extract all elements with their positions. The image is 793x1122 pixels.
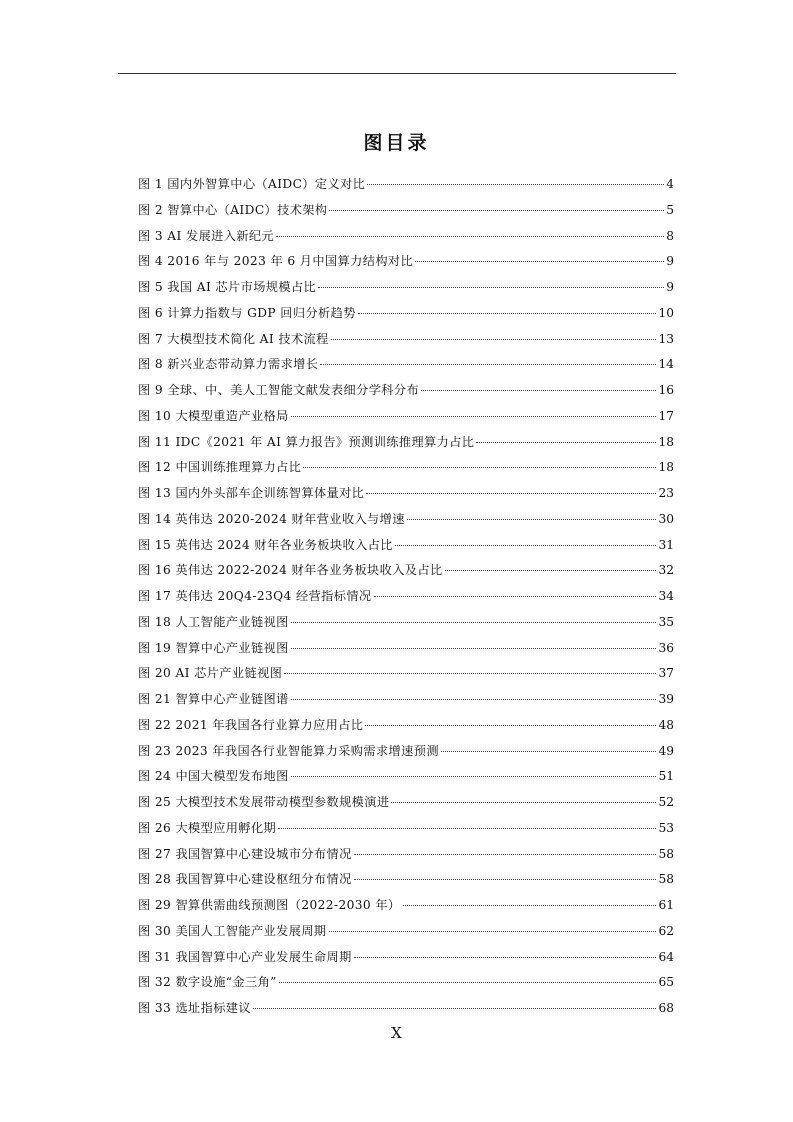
toc-dot-leader (284, 673, 656, 674)
toc-entry-page: 14 (658, 357, 674, 372)
toc-entry-label: 图 11 IDC《2021 年 AI 算力报告》预测训练推理算力占比 (138, 434, 475, 449)
toc-entry-label: 图 26 大模型应用孵化期 (138, 820, 277, 835)
toc-entry[interactable] (138, 249, 674, 275)
toc-entry[interactable] (138, 713, 674, 739)
toc-dot-leader (318, 287, 664, 288)
toc-entry[interactable] (138, 533, 674, 559)
page-number: X (391, 1024, 402, 1042)
toc-dot-leader (415, 261, 664, 262)
toc-entry-label: 图 12 中国训练推理算力占比 (138, 460, 302, 475)
toc-entry-label: 图 28 我国智算中心建设枢纽分布情况 (138, 872, 352, 887)
toc-entry-page: 5 (666, 202, 674, 217)
toc-entry[interactable] (138, 790, 674, 816)
toc-dot-leader (445, 570, 657, 571)
toc-entry-page: 10 (658, 305, 674, 320)
toc-entry-label: 图 3 AI 发展进入新纪元 (138, 228, 275, 243)
toc-entry[interactable] (138, 816, 674, 842)
toc-entry-label: 图 5 我国 AI 芯片市场规模占比 (138, 280, 317, 294)
toc-dot-leader (407, 519, 657, 520)
toc-entry[interactable] (138, 996, 674, 1022)
toc-entry-label: 图 33 选址指标建议 (138, 1001, 251, 1015)
toc-entry-page: 51 (658, 769, 674, 784)
toc-entry-label: 图 18 人工智能产业链视图 (138, 614, 289, 629)
toc-entry[interactable] (138, 327, 674, 353)
toc-entry-page: 48 (658, 717, 674, 732)
toc-dot-leader (253, 1008, 657, 1009)
toc-entry[interactable] (138, 430, 674, 456)
toc-entry-label: 图 10 大模型重造产业格局 (138, 408, 289, 423)
toc-entry[interactable] (138, 481, 674, 507)
toc-entry-page: 68 (658, 1001, 674, 1015)
toc-entry-page: 64 (658, 949, 674, 964)
page-title: 图目录 (363, 132, 430, 154)
toc-entry-page: 52 (658, 795, 674, 809)
toc-entry[interactable] (138, 507, 674, 533)
toc-entry-label: 图 23 2023 年我国各行业智能算力采购需求增速预测 (138, 743, 439, 758)
toc-entry[interactable] (138, 172, 674, 198)
toc-entry[interactable] (138, 739, 674, 765)
toc-entry-label: 图 15 英伟达 2024 财年各业务板块收入占比 (138, 537, 393, 552)
toc-entry-label: 图 24 中国大模型发布地图 (138, 769, 289, 784)
toc-entry-page: 58 (658, 872, 674, 887)
toc-dot-leader (441, 751, 657, 752)
toc-entry-page: 65 (658, 975, 674, 990)
toc-entry[interactable] (138, 842, 674, 868)
toc-entry[interactable] (138, 636, 674, 662)
toc-dot-leader (291, 416, 657, 417)
toc-entry-page: 8 (666, 228, 674, 243)
toc-entry-label: 图 6 计算力指数与 GDP 回归分析趋势 (138, 305, 356, 320)
toc-entry[interactable] (138, 352, 674, 378)
toc-entry[interactable] (138, 661, 674, 687)
toc-entry-page: 16 (658, 383, 674, 397)
toc-entry-page: 32 (658, 563, 674, 578)
toc-entry-label: 图 20 AI 芯片产业链视图 (138, 666, 283, 681)
toc-entry[interactable] (138, 610, 674, 636)
toc-entry[interactable] (138, 867, 674, 893)
toc-entry-label: 图 22 2021 年我国各行业算力应用占比 (138, 717, 364, 732)
toc-entry-page: 18 (658, 434, 674, 449)
toc-dot-leader (476, 442, 656, 443)
toc-entry-page: 9 (666, 254, 674, 269)
toc-entry[interactable] (138, 378, 674, 404)
toc-entry-label: 图 19 智算中心产业链视图 (138, 640, 289, 655)
toc-entry-label: 图 14 英伟达 2020-2024 财年营业收入与增速 (138, 511, 405, 526)
toc-dot-leader (367, 184, 664, 185)
toc-entry[interactable] (138, 970, 674, 996)
toc-dot-leader (329, 210, 664, 211)
toc-entry-label: 图 16 英伟达 2022-2024 财年各业务板块收入及占比 (138, 563, 443, 578)
toc-dot-leader (358, 313, 657, 314)
toc-dot-leader (331, 339, 657, 340)
toc-entry-label: 图 2 智算中心（AIDC）技术架构 (138, 202, 328, 217)
toc-dot-leader (354, 957, 657, 958)
toc-entry-page: 9 (666, 280, 674, 294)
toc-entry-label: 图 8 新兴业态带动算力需求增长 (138, 357, 319, 372)
toc-entry-label: 图 21 智算中心产业链图谱 (138, 692, 289, 706)
toc-dot-leader (291, 622, 657, 623)
toc-entry[interactable] (138, 198, 674, 224)
toc-entry[interactable] (138, 455, 674, 481)
toc-entry[interactable] (138, 687, 674, 713)
toc-entry-page: 61 (658, 898, 674, 912)
toc-entry-label: 图 13 国内外头部车企训练智算体量对比 (138, 486, 365, 500)
toc-dot-leader (366, 493, 656, 494)
toc-entry[interactable] (138, 558, 674, 584)
header-rule (118, 73, 676, 74)
toc-dot-leader (421, 390, 656, 391)
toc-entry-page: 35 (658, 614, 674, 629)
toc-dot-leader (279, 982, 657, 983)
toc-dot-leader (374, 596, 657, 597)
toc-entry[interactable] (138, 764, 674, 790)
toc-entry-page: 17 (658, 408, 674, 423)
toc-entry-page: 49 (658, 743, 674, 758)
toc-entry-page: 30 (658, 511, 674, 526)
toc-entry-label: 图 30 美国人工智能产业发展周期 (138, 923, 327, 938)
toc-dot-leader (278, 828, 656, 829)
toc-entry-page: 53 (658, 820, 674, 835)
toc-entry-label: 图 29 智算供需曲线预测图（2022-2030 年） (138, 898, 401, 912)
toc-entry-label: 图 32 数字设施“金三角” (138, 975, 277, 990)
toc-entry-page: 34 (658, 589, 674, 603)
toc-dot-leader (391, 802, 656, 803)
toc-entry-label: 图 31 我国智算中心产业发展生命周期 (138, 949, 352, 964)
toc-entry-page: 13 (658, 331, 674, 346)
toc-dot-leader (291, 648, 657, 649)
toc-entry[interactable] (138, 404, 674, 430)
toc-entry-label: 图 25 大模型技术发展带动模型参数规模演进 (138, 795, 390, 809)
toc-dot-leader (291, 699, 657, 700)
toc-entry[interactable] (138, 945, 674, 971)
toc-dot-leader (354, 879, 657, 880)
toc-entry[interactable] (138, 584, 674, 610)
toc-dot-leader (291, 776, 657, 777)
toc-dot-leader (276, 236, 664, 237)
toc-entry[interactable] (138, 275, 674, 301)
figure-toc-list (138, 172, 674, 1022)
toc-entry-page: 36 (658, 640, 674, 655)
toc-dot-leader (320, 364, 656, 365)
toc-entry-page: 62 (658, 923, 674, 938)
toc-dot-leader (403, 905, 657, 906)
toc-dot-leader (365, 725, 656, 726)
toc-entry-label: 图 1 国内外智算中心（AIDC）定义对比 (138, 177, 366, 191)
toc-entry[interactable] (138, 301, 674, 327)
toc-entry-page: 31 (658, 537, 674, 552)
toc-entry[interactable] (138, 919, 674, 945)
toc-entry-label: 图 27 我国智算中心建设城市分布情况 (138, 846, 352, 861)
toc-entry-page: 39 (658, 692, 674, 706)
toc-entry-label: 图 17 英伟达 20Q4-23Q4 经营指标情况 (138, 589, 372, 603)
toc-entry[interactable] (138, 224, 674, 250)
toc-dot-leader (354, 854, 657, 855)
toc-entry-page: 18 (658, 460, 674, 475)
toc-dot-leader (303, 467, 656, 468)
toc-dot-leader (395, 545, 657, 546)
toc-entry-page: 37 (658, 666, 674, 681)
toc-dot-leader (329, 931, 657, 932)
toc-entry-page: 4 (666, 177, 674, 191)
toc-entry-page: 23 (658, 486, 674, 500)
toc-entry-page: 58 (658, 846, 674, 861)
toc-entry-label: 图 9 全球、中、美人工智能文献发表细分学科分布 (138, 383, 420, 397)
toc-entry-label: 图 7 大模型技术简化 AI 技术流程 (138, 331, 329, 346)
toc-entry[interactable] (138, 893, 674, 919)
toc-entry-label: 图 4 2016 年与 2023 年 6 月中国算力结构对比 (138, 254, 414, 269)
